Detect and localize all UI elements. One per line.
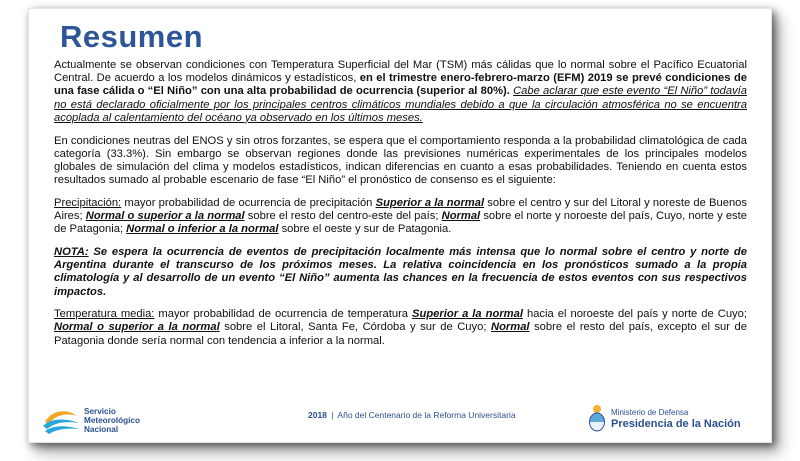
- category-normal-or-inferior: Normal o inferior a la normal: [126, 223, 279, 236]
- paragraph-text: sobre el resto del país, excepto el sur de Patagonia donde sería normal con tendencia a inferior a la normal.: [54, 321, 747, 347]
- precipitation-label: Precipitación:: [54, 196, 122, 209]
- temperature-label: Temperatura media:: [54, 308, 155, 321]
- summary-body: [54, 59, 747, 357]
- ministry-label: Ministerio de Defensa: [611, 408, 689, 417]
- presidency-label: Presidencia de la Nación: [611, 418, 741, 430]
- paragraph-text: mayor probabilidad de ocurrencia de precipitación: [121, 196, 376, 209]
- category-superior: Superior a la normal: [375, 196, 485, 209]
- note-label: NOTA:: [54, 245, 89, 258]
- efm-forecast-highlight: en el trimestre enero-febrero-marzo (EFM) 2019 se prevé condiciones de una fase cálida o “El Niño” con una alta probabilidad de ocurrencia (superior al 80%).: [54, 72, 747, 98]
- paragraph-text: sobre el resto del centro-este del país;: [244, 210, 442, 223]
- smn-line: Servicio: [84, 407, 116, 416]
- category-superior: Superior a la normal: [412, 308, 523, 321]
- category-normal: Normal: [490, 321, 530, 334]
- smn-name: [84, 407, 140, 434]
- government-logo: [587, 403, 747, 437]
- centenary-text: Año del Centenario de la Reforma Universitaria: [337, 410, 516, 420]
- paragraph-text: sobre el oeste y sur de Patagonia.: [278, 223, 452, 236]
- smn-line: Meteorológico: [84, 416, 140, 425]
- slide: [28, 8, 772, 443]
- paragraph-text: sobre el norte y noroeste del país, Cuyo, norte y este de Patagonia;: [54, 210, 747, 236]
- page-title: Resumen: [60, 19, 204, 54]
- el-nino-disclaimer: Cabe aclarar que este evento “El Niño” todavía no está declarado oficialmente por los principales centros climáticos mundiales debido a que la circulación atmosférica no se encuentra acoplada al calentamiento del océano ya observado en los últimos meses.: [54, 85, 747, 124]
- paragraph-tsm: [54, 59, 747, 125]
- smn-line: Nacional: [84, 425, 119, 434]
- paragraph-enos: En condiciones neutras del ENOS y sin otros forzantes, se espera que el comportamiento responda a la probabilidad climatológica de cada categoría (33.3%). Sin embargo se observan regiones donde las previsiones numéricas experimentales de los principales modelos globales de simulación del clima y modelos estadísticos, indican diferencias en cuanto a esas probabilidades. Teniendo en cuenta estos resultados sumado al probable escenario de fase “El Niño” el pronóstico de consenso es el siguiente:: [54, 134, 747, 187]
- paragraph-note: [54, 246, 747, 299]
- smn-wave-logo-icon: [41, 406, 81, 436]
- category-normal: Normal: [441, 210, 481, 223]
- centenary-motto: [308, 410, 516, 420]
- year-label: 2018: [308, 410, 327, 420]
- slide-footer: [29, 396, 771, 442]
- paragraph-text: hacia el noroeste del país y norte de Cuyo;: [522, 308, 747, 321]
- paragraph-temperature: [54, 308, 747, 348]
- category-normal-or-superior: Normal o superior a la normal: [85, 210, 245, 223]
- smn-logo: [41, 404, 211, 438]
- paragraph-text: Actualmente se observan condiciones con Temperatura Superficial del Mar (TSM) más cálidas que lo normal sobre el Pacífico Ecuatorial Central. De acuerdo a los modelos dinámicos y estadísticos,: [54, 59, 747, 85]
- note-text: Se espera la ocurrencia de eventos de precipitación localmente más intensa que lo normal sobre el centro y norte de Argentina durante el transcurso de los próximos meses. La relativa coincidencia en los pronósticos sumado a la propia climatología y al desarrollo de un evento “El Niño” aumenta las chances en la frecuencia de estos eventos con sus respectivos impactos.: [54, 245, 747, 298]
- separator: |: [331, 410, 334, 420]
- paragraph-text: sobre el Litoral, Santa Fe, Córdoba y sur de Cuyo;: [219, 321, 491, 334]
- argentina-coat-of-arms-icon: [587, 403, 607, 433]
- paragraph-precipitation: [54, 197, 747, 237]
- paragraph-text: mayor probabilidad de ocurrencia de temperatura: [154, 308, 413, 321]
- category-normal-or-superior: Normal o superior a la normal: [54, 321, 220, 334]
- paragraph-text: sobre el centro y sur del Litoral y noreste de Buenos Aires;: [54, 196, 747, 223]
